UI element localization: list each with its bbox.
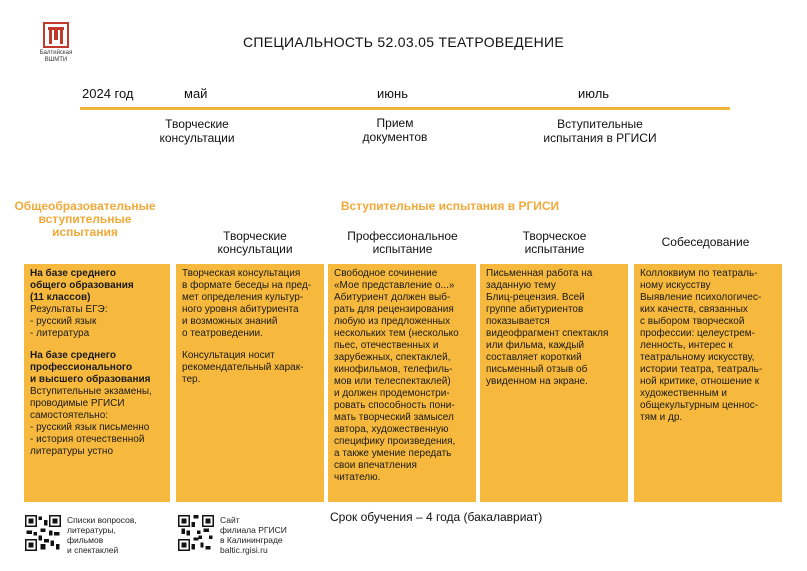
card-creative-text: Письменная работа на заданную тему Блиц-рецензия. Всей группе абитуриентов показывается видеофрагмент спектакля или фильма, каждый составляет короткий письменный отзыв об увиденном на экране. [486, 268, 609, 387]
card-consultations-text-1: Творческая консультация в формате беседы на пред- мет определения культур- ного уровня абитуриента и возможных знаний о театроведении. [182, 268, 312, 339]
column-head-interview: Собеседование [661, 235, 750, 249]
timeline-line [80, 107, 730, 110]
card-interview [634, 264, 782, 502]
card-professional [328, 264, 476, 502]
card-interview-text: Коллоквиум по театраль- ному искусству Выявление психологичес- ких качеств, связанных с выбором творческой профессии: целеустрем- ленность, интерес к театральному искусству, истории театра, театраль- ной критике, отношение к художественным и общекультурным ценнос- тям и др. [640, 268, 763, 423]
card-professional-text: Свободное сочинение «Мое представление о...» Абитуриент должен выб- рать для рецензирования любую из предложенных нескольких тем (несколько пьес, отечественных и зарубежных, спектаклей, кинофильмов, телефиль- мов или телеспектаклей) и должен продемонстри- ровать способность пони- мать творческий замысел автора, художественную специфику произведения, а также умение передать свои впечатления читателю. [334, 268, 459, 483]
timeline-month-june: июнь [377, 86, 408, 101]
card-consultations-text-2: Консультация носит рекомендательный харак- тер. [182, 350, 304, 385]
qr-caption-site: Сайт филиала РГИСИ в Калининграде baltic.rgisi.ru [220, 515, 287, 555]
card-general-text-1: Результаты ЕГЭ: - русский язык - литература [30, 304, 108, 339]
qr-caption-lists: Списки вопросов, литературы, фильмов и спектаклей [67, 515, 137, 555]
card-general-exams [24, 264, 170, 502]
timeline-event-exams: Вступительные испытания в РГИСИ [543, 117, 657, 145]
qr-code-icon[interactable] [178, 515, 214, 551]
logo-text: Балтийская ВШМТИ [39, 50, 73, 63]
column-head-professional: Профессиональное испытание [347, 229, 458, 256]
card-creative [480, 264, 628, 502]
section-rgisi-exams: Вступительные испытания в РГИСИ [340, 199, 560, 213]
card-general-subtitle-2: На базе среднего профессионального и высшего образования [30, 350, 151, 385]
column-head-creative: Творческое испытание [522, 229, 587, 256]
timeline-event-documents: Прием документов [362, 116, 428, 144]
timeline-event-consultations: Творческие консультации [159, 117, 235, 145]
card-general-text-2: Вступительные экзамены, проводимые РГИСИ самостоятельно: - русский язык письменно - история отечественной литературы устно [30, 386, 152, 457]
section-general-exams: Общеобразовательные вступительные испытания [14, 199, 156, 239]
qr-code-icon[interactable] [25, 515, 61, 551]
timeline-month-may: май [184, 86, 208, 101]
card-general-subtitle-1: На базе среднего общего образования (11 классов) [30, 268, 134, 303]
page-title: СПЕЦИАЛЬНОСТЬ 52.03.05 ТЕАТРОВЕДЕНИЕ [242, 34, 565, 50]
timeline-year: 2024 год [82, 86, 134, 101]
card-consultations [176, 264, 324, 502]
timeline-month-july: июль [578, 86, 610, 101]
column-head-consultations: Творческие консультации [217, 229, 293, 256]
study-duration: Срок обучения – 4 года (бакалавриат) [330, 510, 543, 524]
